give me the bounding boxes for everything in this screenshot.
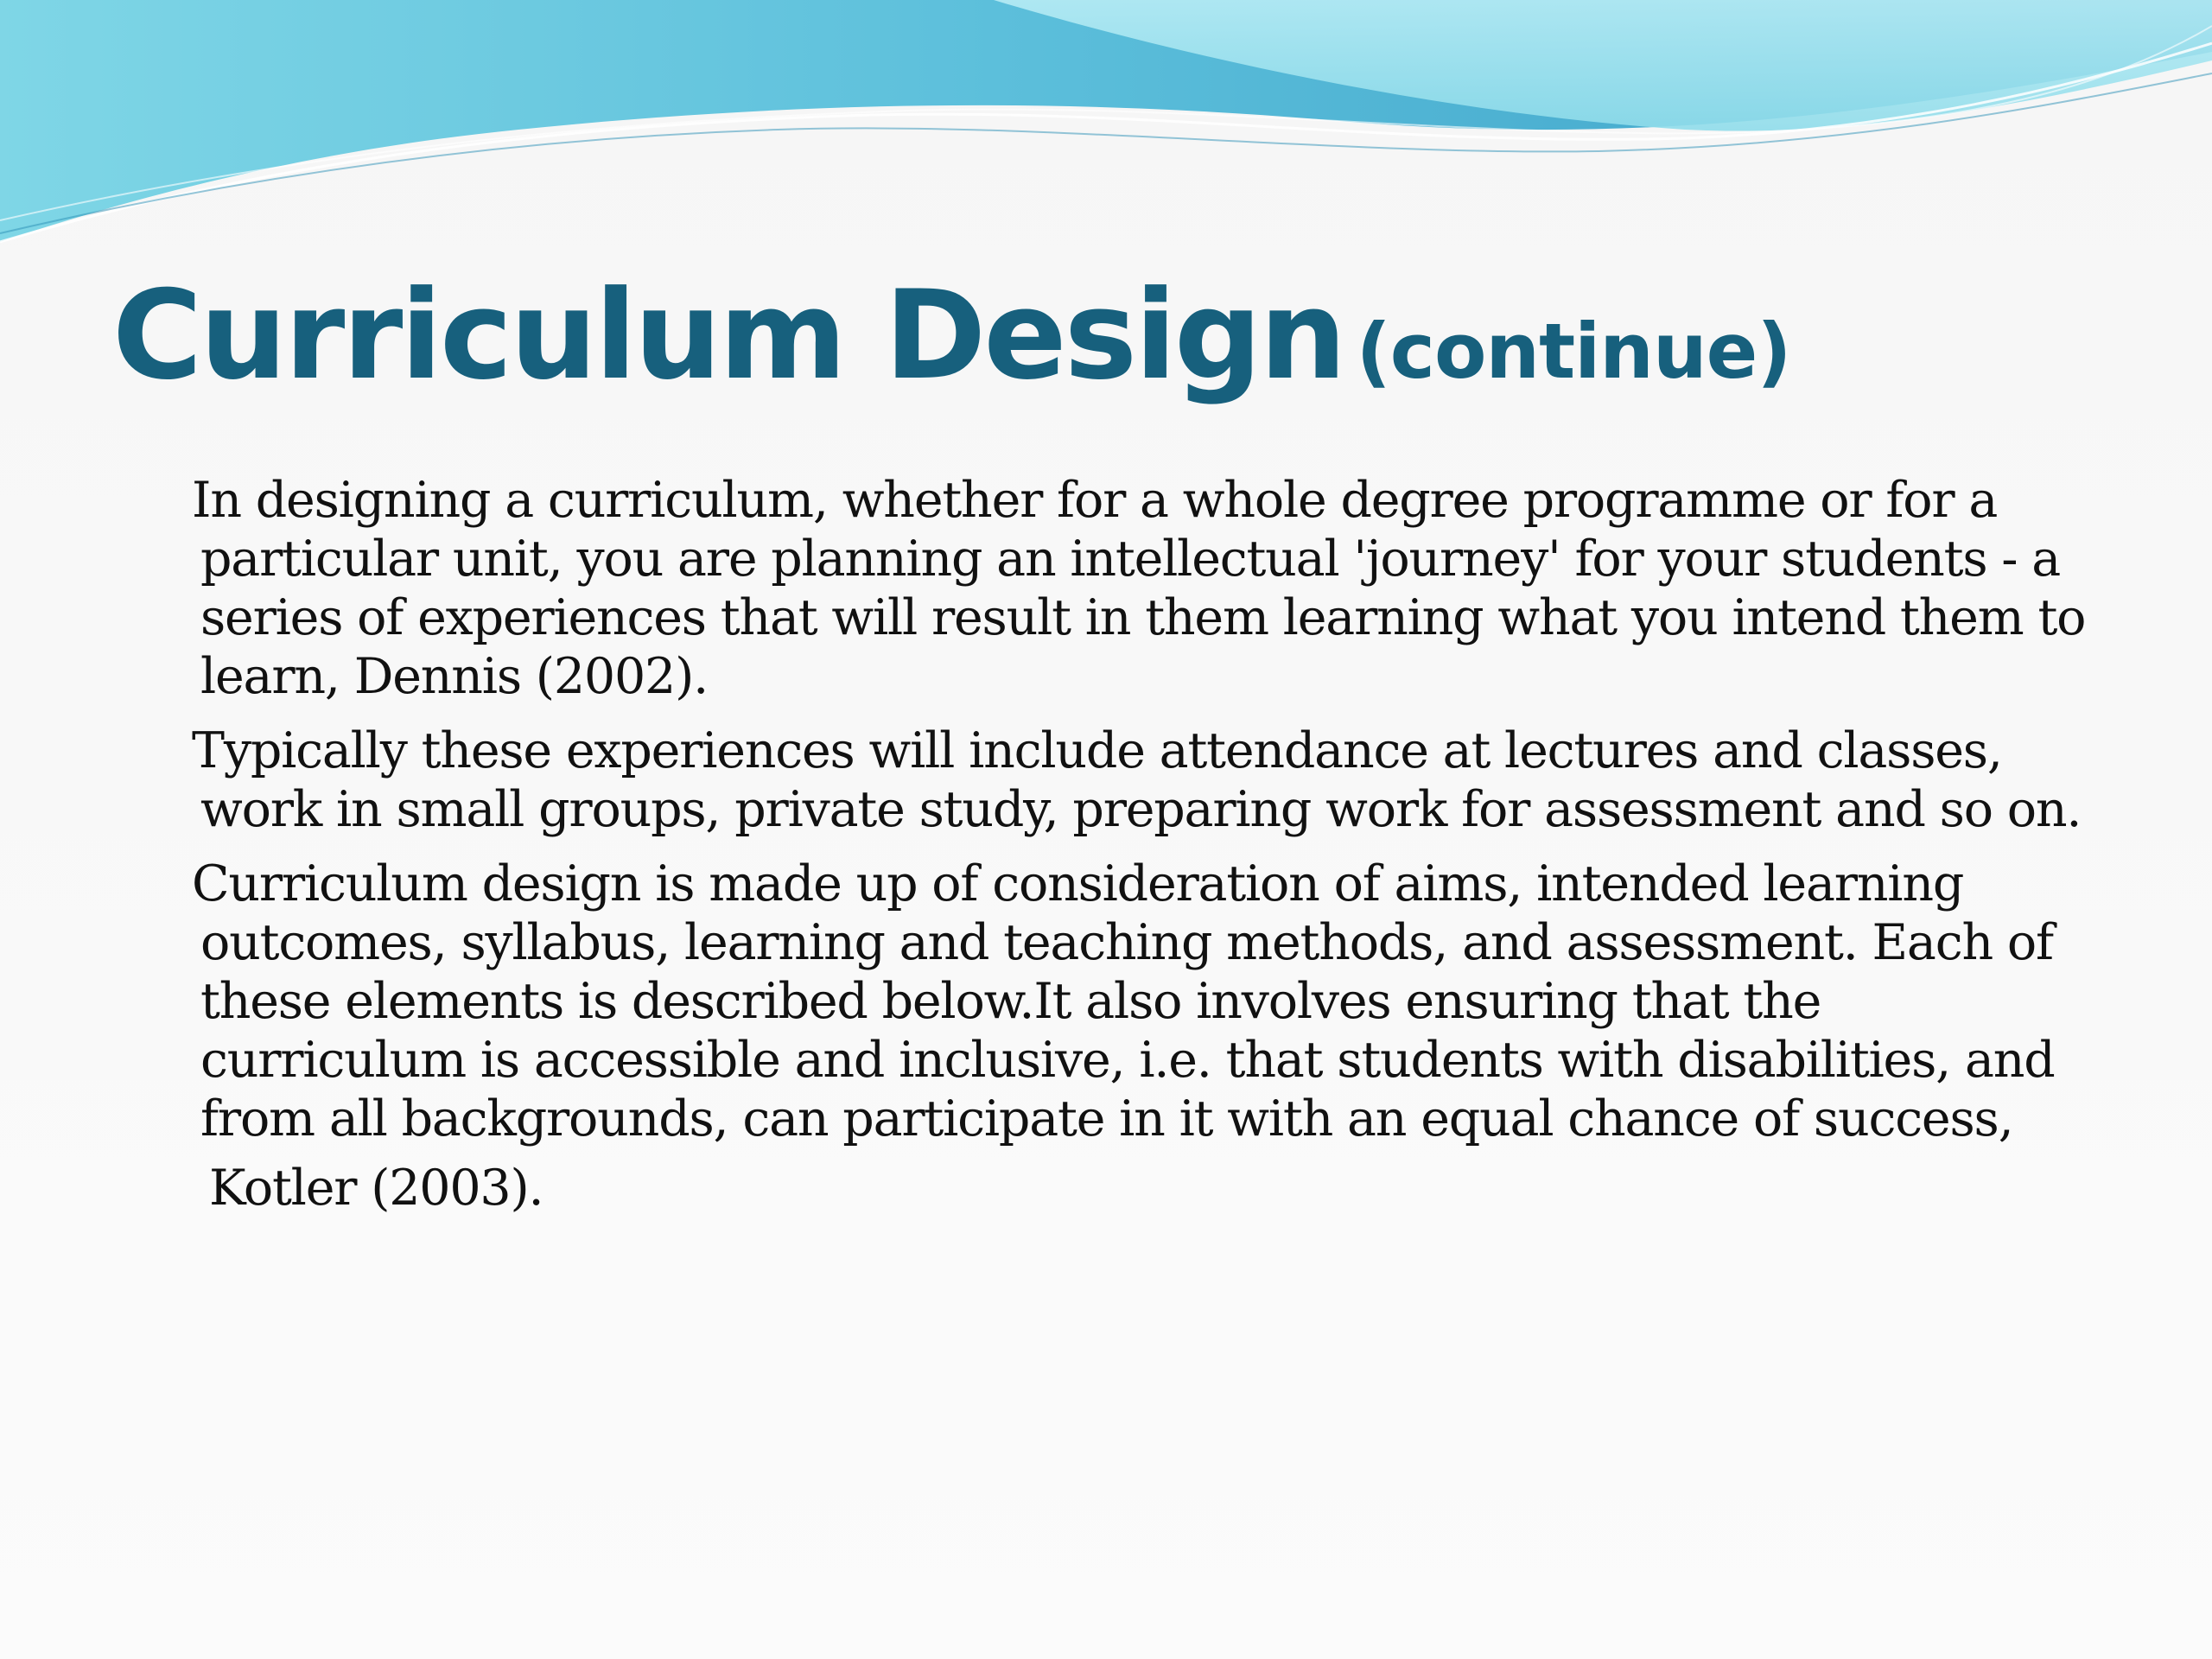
body-paragraph-1: In designing a curriculum, whether for a whole degree programme or for a particular unit, you are planning an intellectual 'journey' for your students - a series of experiences that will result in them learning what you intend them to learn, Dennis (2002).: [192, 472, 2086, 705]
slide-title-sub: (continue): [1356, 307, 1791, 396]
header-wave-decoration: [0, 0, 2212, 259]
slide-title-main: Curriculum Design: [112, 264, 1344, 407]
slide-body: [192, 471, 2093, 1217]
body-paragraph-2: Typically these experiences will include attendance at lectures and classes, work in small groups, private study, preparing work for assessment and so on.: [192, 722, 2082, 838]
body-paragraph-3: Curriculum design is made up of consideration of aims, intended learning outcomes, syllabus, learning and teaching methods, and assessment. Each of these elements is described below.It also involves ensuring that the curriculum is accessible and inclusive, i.e. that students with disabilities, and from all backgrounds, can participate in it with an equal chance of success,: [192, 855, 2055, 1147]
citation: Kotler (2003).: [209, 1160, 543, 1217]
slide-title: [112, 264, 1791, 407]
